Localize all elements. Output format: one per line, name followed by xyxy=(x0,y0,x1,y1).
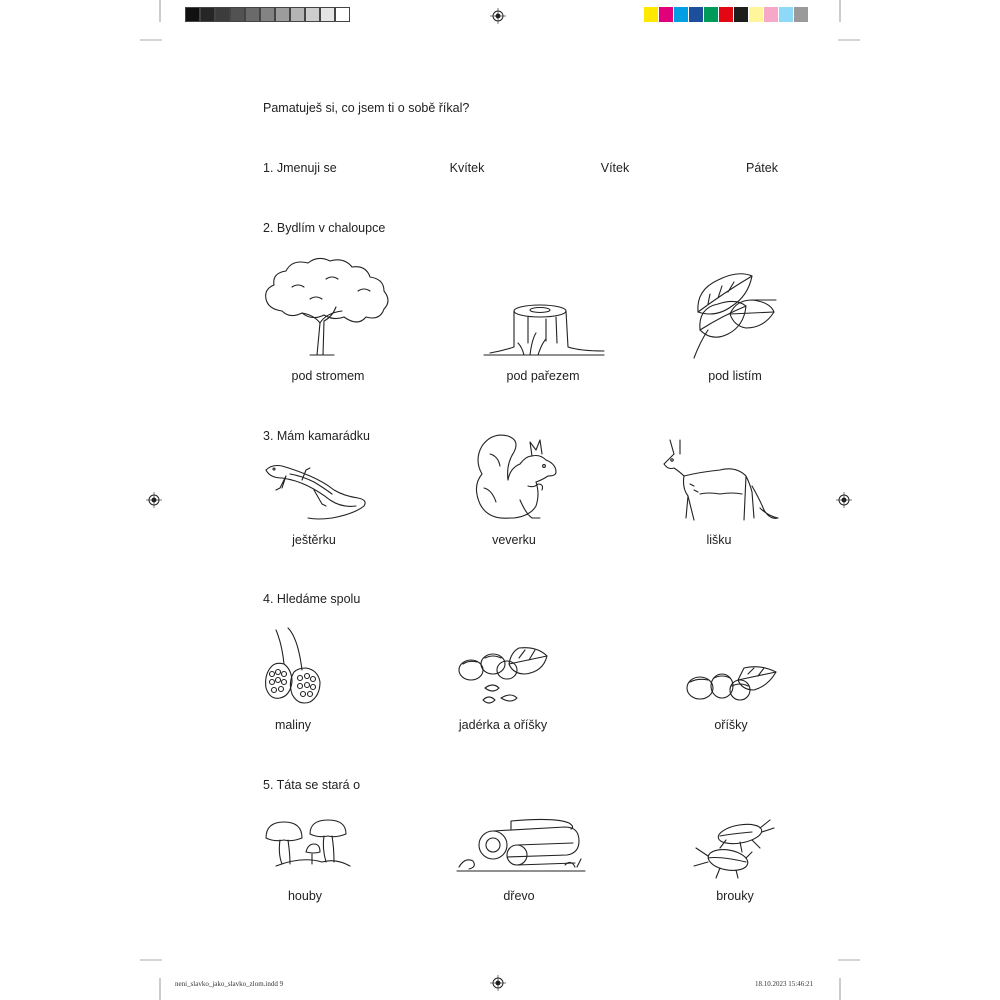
gray-swatch xyxy=(185,7,200,22)
gray-swatch xyxy=(245,7,260,22)
registration-mark-top xyxy=(490,8,506,24)
color-swatch xyxy=(778,7,793,22)
color-swatch xyxy=(718,7,733,22)
nuts-icon[interactable] xyxy=(684,662,780,706)
color-swatch xyxy=(763,7,778,22)
color-swatch xyxy=(733,7,748,22)
fox-icon[interactable] xyxy=(660,436,780,524)
beetle-icon[interactable] xyxy=(690,812,780,880)
gray-swatch xyxy=(260,7,275,22)
q3-option-lizard[interactable]: ještěrku xyxy=(292,533,336,547)
gray-swatch xyxy=(230,7,245,22)
gray-swatch xyxy=(290,7,305,22)
cmyk-color-bar xyxy=(643,7,808,22)
stump-icon[interactable] xyxy=(480,303,608,359)
q2-label: 2. Bydlím v chaloupce xyxy=(263,221,386,235)
q5-label: 5. Táta se stará o xyxy=(263,778,361,792)
raspberry-icon[interactable] xyxy=(262,626,324,706)
color-swatch xyxy=(748,7,763,22)
color-swatch xyxy=(703,7,718,22)
footer-timestamp: 18.10.2023 15:46:21 xyxy=(755,980,814,988)
color-swatch xyxy=(793,7,808,22)
grayscale-color-bar xyxy=(185,7,350,22)
q4-option-orisky[interactable]: oříšky xyxy=(714,718,748,732)
gray-swatch xyxy=(200,7,215,22)
q2-option-parezem[interactable]: pod pařezem xyxy=(506,369,580,383)
logs-icon[interactable] xyxy=(455,815,587,875)
color-swatch xyxy=(643,7,658,22)
gray-swatch xyxy=(335,7,350,22)
q3-option-squirrel[interactable]: veverku xyxy=(492,533,536,547)
q5-option-drevo[interactable]: dřevo xyxy=(503,889,535,903)
lizard-icon[interactable] xyxy=(262,460,370,522)
gray-swatch xyxy=(275,7,290,22)
gray-swatch xyxy=(320,7,335,22)
color-swatch xyxy=(688,7,703,22)
q3-label: 3. Mám kamarádku xyxy=(263,429,370,443)
registration-mark-left xyxy=(146,492,162,508)
q4-option-maliny[interactable]: maliny xyxy=(274,718,312,732)
q1-option-kvitek[interactable]: Kvítek xyxy=(449,161,485,175)
mushroom-icon[interactable] xyxy=(262,818,352,868)
hazelnut-leaf-icon[interactable] xyxy=(455,644,551,706)
color-swatch xyxy=(673,7,688,22)
footer-file-name: neni_slavko_jako_slavko_zlom.indd 9 xyxy=(175,980,284,988)
q1-label: 1. Jmenuji se xyxy=(263,161,337,175)
q3-option-fox[interactable]: lišku xyxy=(706,533,732,547)
squirrel-icon[interactable] xyxy=(470,430,562,522)
q5-option-brouky[interactable]: brouky xyxy=(716,889,754,903)
q5-option-houby[interactable]: houby xyxy=(287,889,323,903)
gray-swatch xyxy=(305,7,320,22)
registration-mark-right xyxy=(836,492,852,508)
worksheet-question: Pamatuješ si, co jsem ti o sobě říkal? xyxy=(263,101,470,115)
tree-icon[interactable] xyxy=(262,255,394,357)
q1-option-patek[interactable]: Pátek xyxy=(746,161,778,175)
gray-swatch xyxy=(215,7,230,22)
leaves-icon[interactable] xyxy=(692,270,780,360)
color-swatch xyxy=(658,7,673,22)
q2-option-listim[interactable]: pod listím xyxy=(708,369,762,383)
q4-option-jaderka[interactable]: jadérka a oříšky xyxy=(458,718,548,732)
q1-option-vitek[interactable]: Vítek xyxy=(600,161,630,175)
registration-mark-bottom xyxy=(490,975,506,991)
q4-label: 4. Hledáme spolu xyxy=(263,592,361,606)
q2-option-stromem[interactable]: pod stromem xyxy=(291,369,365,383)
